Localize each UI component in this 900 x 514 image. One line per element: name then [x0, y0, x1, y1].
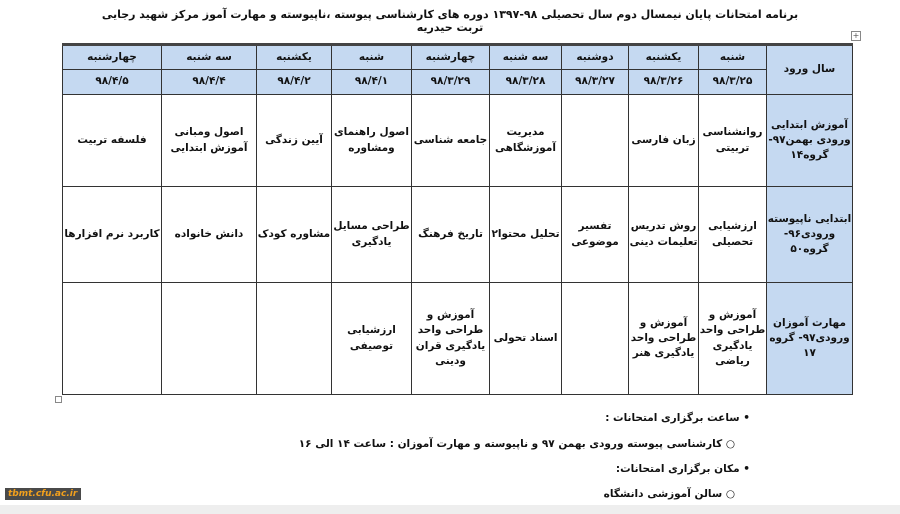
- time-heading: • ساعت برگزاری امتحانات :: [605, 412, 750, 424]
- date-header: ۹۸/۴/۵: [63, 70, 162, 95]
- course-cell: تاریخ فرهنگ: [412, 187, 490, 283]
- table-row: [63, 283, 853, 395]
- course-cell: آموزش و طراحی واحد یادگیری ریاضی: [699, 283, 767, 395]
- day-header: شنبه: [332, 45, 412, 70]
- day-header: شنبه: [699, 45, 767, 70]
- table-move-handle[interactable]: +: [852, 31, 860, 40]
- day-header: یکشنبه: [629, 45, 699, 70]
- course-cell: زبان فارسی: [629, 95, 699, 187]
- time-line: ○ کارشناسی پیوسته ورودی بهمن ۹۷ و ناپیوسته و مهارت آموزان : ساعت ۱۴ الی ۱۶: [298, 438, 735, 450]
- course-cell: [162, 283, 257, 395]
- course-cell: جامعه شناسی: [412, 95, 490, 187]
- day-header: چهارشنبه: [412, 45, 490, 70]
- course-cell: مدیریت آموزشگاهی: [490, 95, 562, 187]
- table-resize-handle[interactable]: [55, 396, 62, 403]
- date-header: ۹۸/۳/۲۹: [412, 70, 490, 95]
- date-header: ۹۸/۳/۲۸: [490, 70, 562, 95]
- row-label: ابتدایی ناپیوسته ورودی۹۶- گروه۵۰: [767, 187, 853, 283]
- course-cell: اسناد تحولی: [490, 283, 562, 395]
- date-header: ۹۸/۴/۴: [162, 70, 257, 95]
- corner-header: سال ورود: [767, 45, 853, 95]
- date-header: ۹۸/۳/۲۶: [629, 70, 699, 95]
- course-cell: تحلیل محتوا۲: [490, 187, 562, 283]
- course-cell: آیین زندگی: [257, 95, 332, 187]
- place-heading: • مکان برگزاری امتحانات:: [615, 463, 750, 475]
- site-logo: tbmt.cfu.ac.ir: [5, 488, 81, 500]
- table-row: [63, 95, 853, 187]
- bottom-bar: [0, 505, 900, 514]
- course-cell: فلسفه تربیت: [63, 95, 162, 187]
- course-cell: مشاوره کودک: [257, 187, 332, 283]
- day-header: دوشنبه: [562, 45, 629, 70]
- row-label: آموزش ابتدایی ورودی بهمن۹۷- گروه۱۴: [767, 95, 853, 187]
- course-cell: روش تدریس تعلیمات دینی: [629, 187, 699, 283]
- date-header: ۹۸/۳/۲۵: [699, 70, 767, 95]
- course-cell: [63, 283, 162, 395]
- course-cell: روانشناسی تربیتی: [699, 95, 767, 187]
- day-header: چهارشنبه: [63, 45, 162, 70]
- date-header: ۹۸/۴/۱: [332, 70, 412, 95]
- course-cell: [257, 283, 332, 395]
- day-header: یکشنبه: [257, 45, 332, 70]
- course-cell: ارزشیابی تحصیلی: [699, 187, 767, 283]
- course-cell: [562, 95, 629, 187]
- course-cell: آموزش و طراحی واحد یادگیری قران ودینی: [412, 283, 490, 395]
- day-header: سه شنبه: [490, 45, 562, 70]
- course-cell: تفسیر موضوعی: [562, 187, 629, 283]
- course-cell: طراحی مسایل یادگیری: [332, 187, 412, 283]
- row-label: مهارت آموزان ورودی۹۷- گروه ۱۷: [767, 283, 853, 395]
- course-cell: اصول ومبانی آموزش ابتدایی: [162, 95, 257, 187]
- date-header: ۹۸/۳/۲۷: [562, 70, 629, 95]
- course-cell: کاربرد نرم افزارها: [63, 187, 162, 283]
- document-title: برنامه امتحانات پایان نیمسال دوم سال تحصیلی ۹۸-۱۳۹۷ دوره های کارشناسی پیوسته ،ناپیوسته و مهارت آموز مرکز شهید رجایی تربت حیدریه: [101, 8, 799, 34]
- date-header: ۹۸/۴/۲: [257, 70, 332, 95]
- place-line: ○ سالن آموزشی دانشگاه: [603, 488, 735, 500]
- course-cell: آموزش و طراحی واحد یادگیری هنر: [629, 283, 699, 395]
- day-header: سه شنبه: [162, 45, 257, 70]
- course-cell: [562, 283, 629, 395]
- table-row: [63, 187, 853, 283]
- exam-schedule-table: [62, 43, 853, 395]
- course-cell: دانش خانواده: [162, 187, 257, 283]
- course-cell: ارزشیابی توصیفی: [332, 283, 412, 395]
- course-cell: اصول راهنمای ومشاوره: [332, 95, 412, 187]
